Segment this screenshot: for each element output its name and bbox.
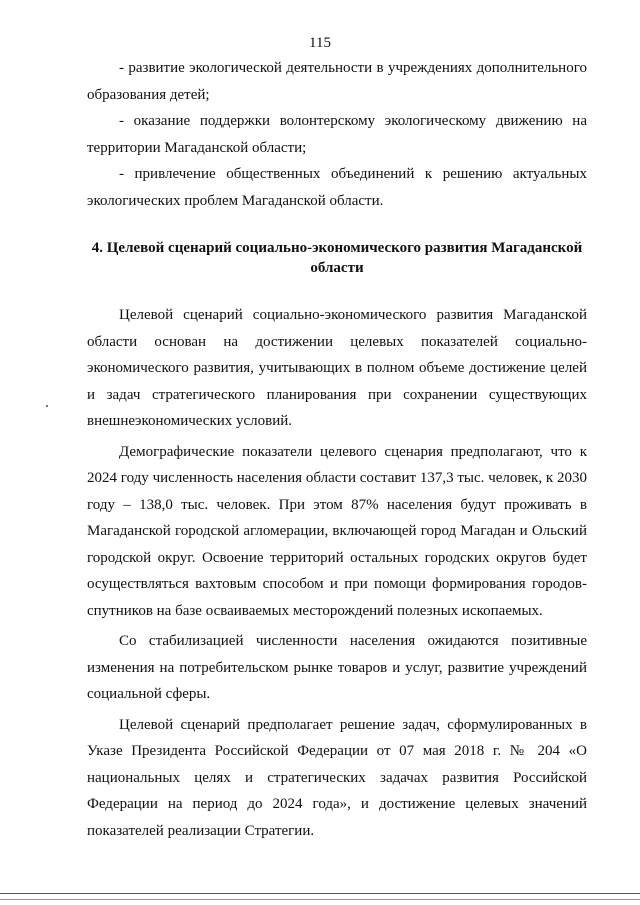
scan-edge-line-secondary [0, 899, 640, 900]
paragraph-target-scenario: Целевой сценарий социально-экономического развития Магаданской области основан на достижении целевых показателей социально-экономического развития, учитывающих в полном объеме достижение целей и задач стратегического планирования при сохранении существующих внешнеэкономических условий. [87, 307, 587, 429]
paragraph-presidential-decree: Целевой сценарий предполагает решение задач, сформулированных в Указе Президента Российской Федерации от 07 мая 2018 г. № 204 «О национальных целях и стратегических задачах развития Российской Федерации на период до 2024 года», и достижение целевых значений показателей реализации Стратегии. [87, 716, 587, 839]
list-item-ecology-education: - развитие экологической деятельности в учреждениях дополнительного образования детей; [87, 60, 587, 103]
paragraph-consumer-market: Со стабилизацией численности населения ожидаются позитивные изменения на потребительском рынке товаров и услуг, развитие учреждений социальной сферы. [87, 633, 587, 702]
list-item-volunteer-support: - оказание поддержки волонтерскому экологическому движению на территории Магаданской области; [87, 113, 587, 156]
scan-edge-line [0, 893, 640, 894]
document-body [87, 55, 587, 844]
paragraph-demographics: Демографические показатели целевого сценария предполагают, что к 2024 году численность населения области составит 137,3 тыс. человек, к 2030 году – 138,0 тыс. человек. При этом 87% населения будут проживать в Магаданской городской агломерации, включающей город Магадан и Ольский городской округ. Освоение территорий остальных городских округов будет осуществляться вахтовым способом и при помощи формирования городов-спутников на базе осваиваемых месторождений полезных ископаемых. [87, 443, 587, 619]
scan-artifact-dot [46, 405, 48, 407]
page-number: 115 [309, 35, 331, 51]
list-item-public-associations: - привлечение общественных объединений к решению актуальных экологических проблем Магаданской области. [87, 166, 587, 209]
section-heading: 4. Целевой сценарий социально-экономического развития Магаданской области [91, 240, 583, 276]
